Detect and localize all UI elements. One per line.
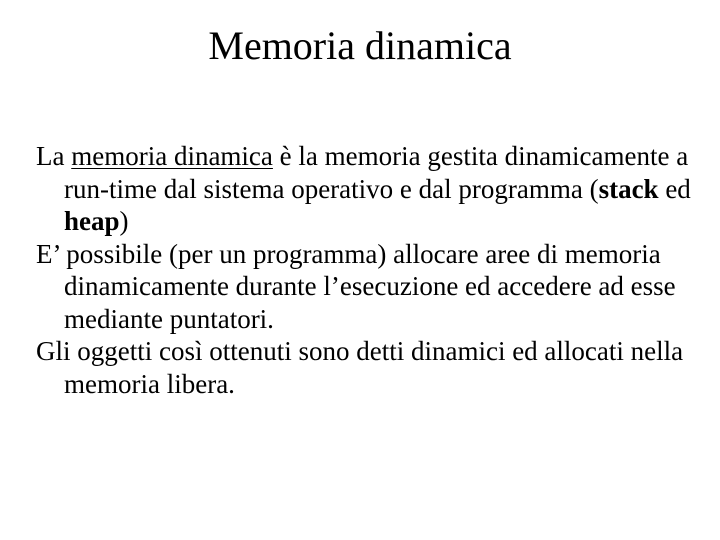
paragraph-objects: Gli oggetti così ottenuti sono detti dinamici ed allocati nella memoria libera. — [36, 336, 684, 399]
paragraph-definition-mid: è la memoria gestita dinamicamente a run-time dal sistema operativo e dal programma ( — [64, 141, 689, 204]
paragraph-definition-post: ) — [119, 206, 129, 236]
slide-body — [36, 140, 696, 400]
paragraph-definition-pre: La — [36, 141, 72, 171]
paragraph-definition — [36, 140, 696, 238]
paragraph-definition-between: ed — [658, 173, 691, 204]
term-stack: stack — [598, 173, 659, 204]
slide-title: Memoria dinamica — [208, 23, 512, 68]
paragraph-allocation: E’ possibile (per un programma) allocare aree di memoria dinamicamente durante l’esecuzione ed accedere ad esse mediante puntatori. — [36, 238, 676, 334]
term-heap: heap — [64, 206, 120, 236]
term-memoria-dinamica: memoria dinamica — [71, 141, 273, 171]
